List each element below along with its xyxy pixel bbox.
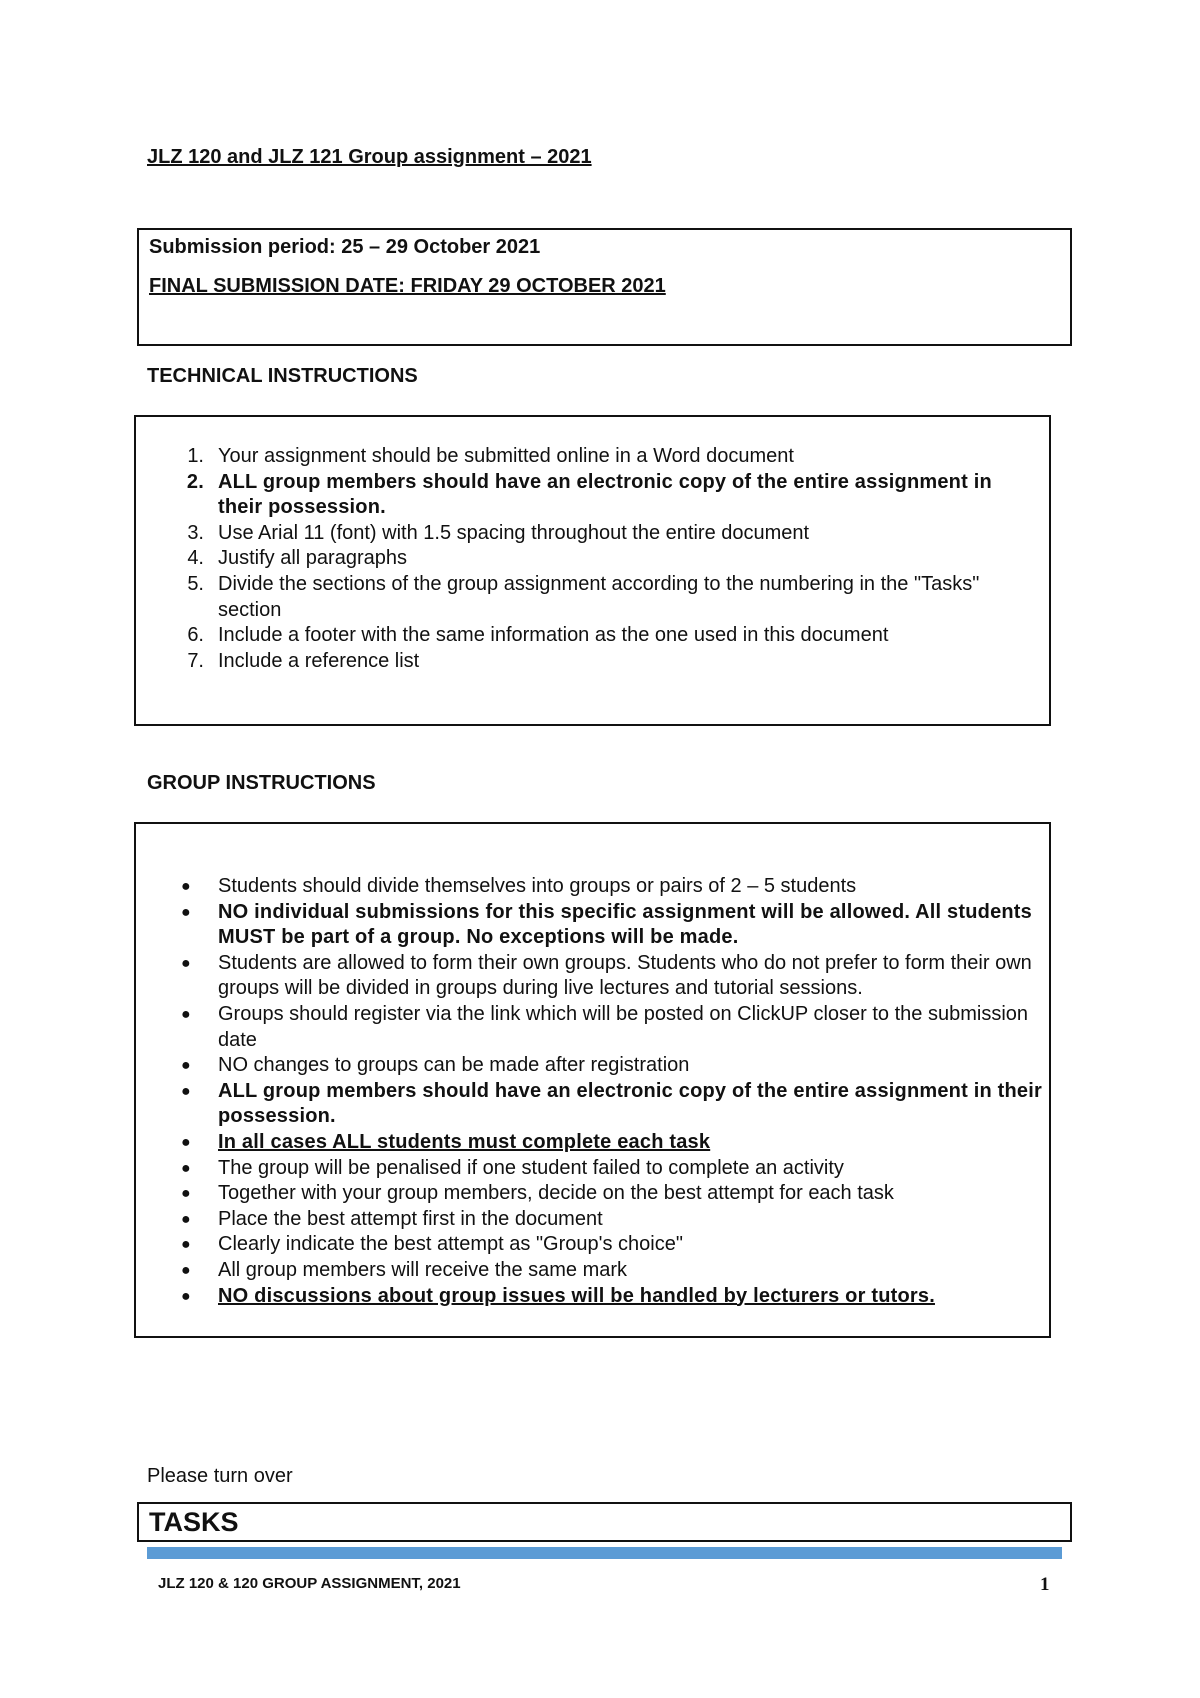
technical-instructions-box [134, 415, 1051, 726]
document-title: JLZ 120 and JLZ 121 Group assignment – 2021 [147, 146, 592, 168]
list-item [176, 649, 1016, 675]
list-item-text: Use Arial 11 (font) with 1.5 spacing throughout the entire document [218, 521, 810, 544]
list-item-text: NO discussions about group issues will be handled by lecturers or tutors. [218, 1284, 935, 1307]
list-item [176, 546, 1016, 572]
list-item [176, 1284, 1046, 1310]
please-turn-over-note: Please turn over [147, 1465, 293, 1487]
bullet-icon: ● [181, 1133, 191, 1151]
list-item-text: Include a reference list [218, 649, 420, 672]
tasks-heading-box [137, 1502, 1072, 1542]
bullet-icon: ● [181, 1261, 191, 1279]
list-item-text: NO individual submissions for this specific assignment will be allowed. All students MUST be part of a group. No exceptions will be made. [218, 900, 1032, 949]
list-item [176, 521, 1016, 547]
list-item [176, 1002, 1046, 1053]
tasks-heading: TASKS [149, 1507, 239, 1537]
list-item [176, 572, 1016, 623]
list-item [176, 1207, 1046, 1233]
list-item-text: Students are allowed to form their own groups. Students who do not prefer to form their own groups will be divided in groups during live lectures and tutorial sessions. [218, 951, 1032, 1000]
footer-rule [147, 1547, 1062, 1559]
list-item-text: Divide the sections of the group assignment according to the numbering in the "Tasks" section [218, 572, 980, 621]
group-instructions-box [134, 822, 1051, 1338]
list-item [176, 874, 1046, 900]
list-number: 2. [186, 470, 204, 493]
bullet-icon: ● [181, 903, 191, 921]
list-item-text: Together with your group members, decide on the best attempt for each task [218, 1182, 894, 1205]
list-number: 5. [187, 572, 204, 595]
technical-instructions-heading: TECHNICAL INSTRUCTIONS [147, 365, 418, 387]
bullet-icon: ● [181, 1185, 191, 1203]
bullet-icon: ● [181, 954, 191, 972]
list-item-text: Justify all paragraphs [218, 547, 407, 570]
list-item-text: ALL group members should have an electronic copy of the entire assignment in their possession. [218, 1079, 1042, 1128]
list-item-text: Students should divide themselves into groups or pairs of 2 – 5 students [218, 875, 857, 897]
list-item [176, 900, 1046, 951]
group-instructions-list [176, 874, 1046, 1309]
list-number: 1. [187, 445, 204, 467]
list-item [176, 623, 1016, 649]
list-item-text: Clearly indicate the best attempt as "Group's choice" [218, 1233, 683, 1256]
list-item-text: Place the best attempt first in the document [218, 1207, 603, 1230]
list-item [176, 1053, 1046, 1079]
footer-text: JLZ 120 & 120 GROUP ASSIGNMENT, 2021 [158, 1575, 461, 1592]
list-item-text: Your assignment should be submitted online in a Word document [218, 445, 794, 467]
list-number: 4. [187, 547, 204, 570]
bullet-icon: ● [181, 1210, 191, 1228]
technical-instructions-list [176, 444, 1016, 674]
bullet-icon: ● [181, 1159, 191, 1177]
bullet-icon: ● [181, 1236, 191, 1254]
list-item [176, 1130, 1046, 1156]
list-number: 3. [187, 521, 204, 544]
list-item [176, 1156, 1046, 1182]
list-item [176, 1181, 1046, 1207]
list-item [176, 470, 1016, 521]
bullet-icon: ● [181, 1005, 191, 1023]
list-item [176, 951, 1046, 1002]
list-item-text: All group members will receive the same mark [218, 1258, 628, 1281]
list-item-text: Include a footer with the same information as the one used in this document [218, 624, 889, 647]
bullet-icon: ● [181, 878, 191, 895]
list-item-text: Groups should register via the link which will be posted on ClickUP closer to the submission date [218, 1002, 1029, 1051]
submission-period: Submission period: 25 – 29 October 2021 [149, 236, 541, 258]
page-number: 1 [1040, 1574, 1050, 1595]
submission-box [137, 228, 1072, 346]
list-item-text: In all cases ALL students must complete each task [218, 1130, 711, 1153]
list-item-text: ALL group members should have an electronic copy of the entire assignment in their possession. [218, 470, 992, 519]
list-item [176, 1258, 1046, 1284]
bullet-icon: ● [181, 1057, 191, 1075]
bullet-icon: ● [181, 1287, 191, 1305]
bullet-icon: ● [181, 1082, 191, 1100]
list-item-text: The group will be penalised if one student failed to complete an activity [218, 1156, 844, 1179]
list-number: 7. [187, 649, 204, 672]
list-item [176, 1079, 1046, 1130]
list-item [176, 1232, 1046, 1258]
group-instructions-heading: GROUP INSTRUCTIONS [147, 772, 376, 794]
list-item-text: NO changes to groups can be made after registration [218, 1054, 690, 1077]
list-item [176, 444, 1016, 470]
final-submission-date: FINAL SUBMISSION DATE: FRIDAY 29 OCTOBER 2021 [149, 275, 666, 297]
list-number: 6. [187, 624, 204, 647]
